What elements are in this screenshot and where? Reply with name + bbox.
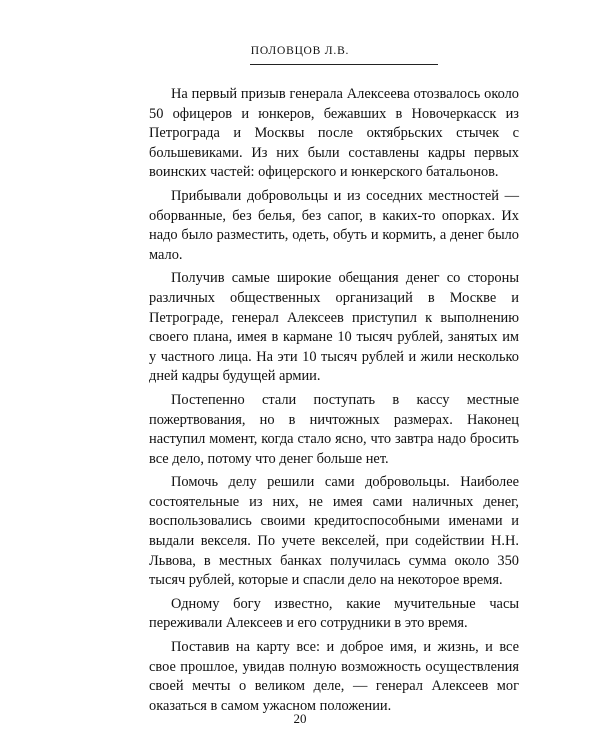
paragraph: Прибывали добровольцы и из соседних местностей — оборванные, без белья, без сапог, в каких-то опорках. Их надо было разместить, одеть, обуть и кормить, а денег было мало.	[149, 187, 519, 263]
paragraph: Помочь делу решили сами добровольцы. Наиболее состоятельные из них, не имея сами наличных денег, воспользовались своими кредитоспособными именами и выдали векселя. По учете векселей, при содействии Н.Н. Львова, в местных банках получилась сумма около 350 тысяч рублей, которые и спасли дело на некоторое время.	[149, 474, 519, 589]
page-number: 20	[293, 711, 307, 726]
paragraph: Поставив на карту все: и доброе имя, и жизнь, и все свое прошлое, увидав полную возможность осуществления своей мечты о великом деле, — генерал Алексеев мог оказаться в самом ужасном положении.	[149, 639, 519, 714]
running-head-title: ПОЛОВЦОВ Л.В.	[250, 45, 350, 57]
paragraph: На первый призыв генерала Алексеева отозвалось около 50 офицеров и юнкеров, бежавших в Новочеркасск из Петрограда и Москвы после октябрьских стычек с большевиками. Из них были составлены кадры первых воинских частей: офицерского и юнкерского батальонов.	[149, 86, 519, 181]
body-text	[149, 85, 519, 720]
paragraph: Постепенно стали поступать в кассу местные пожертвования, но в ничтожных размерах. Наконец наступил момент, когда стало ясно, что завтра надо бросить все дело, потому что денег больше нет.	[149, 391, 519, 467]
paragraph: Получив самые широкие обещания денег со стороны различных общественных организаций в Москве и Петрограде, генерал Алексеев приступил к выполнению своего плана, имея в кармане 10 тысяч рублей, занятых им у частного лица. На эти 10 тысяч рублей и жили несколько дней кадры будущей армии.	[149, 270, 519, 385]
header-rule	[250, 64, 438, 65]
paragraph: Одному богу известно, какие мучительные часы переживали Алексеев и его сотрудники в это время.	[149, 595, 519, 632]
